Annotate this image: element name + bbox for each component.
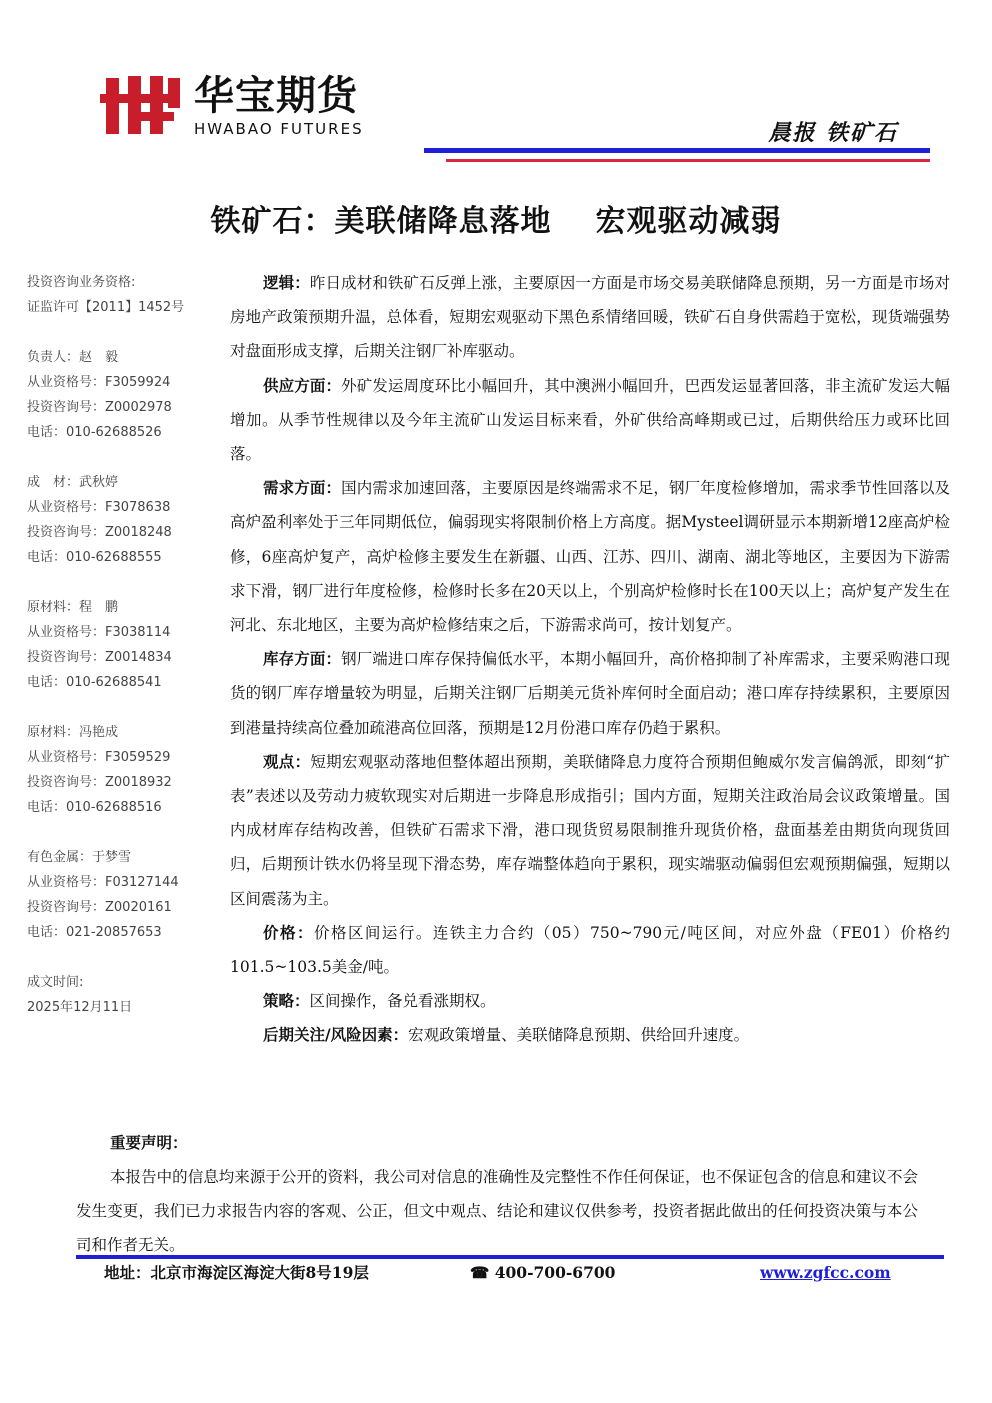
logo-chinese-name: 华宝期货 (194, 73, 358, 119)
title-part-2: 美联储降息落地 (334, 204, 552, 239)
paragraph-text: 国内需求加速回落，主要原因是终端需求不足，钢厂年度检修增加，需求季节性回落以及高炉盈利率处于三年同期低位，偏弱现实将限制价格上方高度。据Mysteel调研显示本期新增12座高炉检修，6座高炉复产，高炉检修主要发生在新疆、山西、江苏、四川、湖南、湖北等地区，主要因为下游需求下滑，钢厂进行年度检修，检修时长多在20天以上，个别高炉检修时长在100天以上；高炉复产发生在河北、东北地区，主要为高炉检修结束之后，下游需求尚可，按计划复产。 (230, 479, 950, 635)
paragraph-logic (230, 266, 950, 369)
qualification-value: 证监许可【2011】1452号 (27, 300, 185, 315)
analyst-phone: 电话：010-62688541 (27, 675, 162, 690)
paragraph-label: 价格： (263, 922, 314, 942)
qualification-label: 投资咨询业务资格: (27, 275, 136, 290)
analyst-block (27, 720, 217, 820)
report-type-tag: 晨报 铁矿石 (768, 120, 898, 146)
analyst-cert: 从业资格号：F3078638 (27, 500, 171, 515)
footer-phone (470, 1260, 615, 1286)
paragraph-text: 价格区间运行。连铁主力合约（05）750~790元/吨区间，对应外盘（FE01）价格约101.5~103.5美金/吨。 (230, 923, 950, 977)
page-footer (104, 1260, 904, 1286)
company-logo (100, 72, 400, 142)
paragraph-text: 短期宏观驱动落地但整体超出预期，美联储降息力度符合预期但鲍威尔发言偏鸽派，即刻“扩表”表述以及劳动力疲软现实对后期进一步降息形成指引；国内方面，短期关注政治局会议政策增量。国内成材库存结构改善，但铁矿石需求下滑，港口现货贸易限制推升现货价格，盘面基差由期货向现货回归，后期预计铁水仍将呈现下滑态势，库存端整体趋向于累积，现实端驱动偏弱但宏观预期偏强，短期以区间震荡为主。 (230, 752, 950, 908)
report-body (230, 266, 950, 1053)
paragraph-strategy (230, 984, 950, 1018)
header-red-rule (446, 159, 930, 162)
analyst-phone: 电话：010-62688516 (27, 800, 162, 815)
paragraph-inventory (230, 642, 950, 745)
paragraph-text: 外矿发运周度环比小幅回升，其中澳洲小幅回升，巴西发运显著回落，非主流矿发运大幅增加。从季节性规律以及今年主流矿山发运目标来看，外矿供给高峰期或已过，后期供给压力或环比回落。 (230, 376, 950, 464)
footer-phone-number: 400-700-6700 (494, 1263, 616, 1282)
disclaimer-heading: 重要声明： (110, 1133, 188, 1152)
paragraph-text: 钢厂端进口库存保持偏低水平，本期小幅回升，高价格抑制了补库需求，主要采购港口现货的钢厂库存增量较为明显，后期关注钢厂后期美元货补库何时全面启动；港口库存持续累积，主要原因到港量持续高位叠加疏港高位回落，预期是12月份港口库存仍趋于累积。 (230, 650, 950, 737)
analyst-role: 原材料：程 鹏 (27, 600, 119, 615)
paragraph-view (230, 745, 950, 916)
analyst-block (27, 470, 217, 570)
analyst-sidebar (27, 270, 217, 1020)
paragraph-label: 库存方面： (263, 649, 342, 669)
paragraph-risk (230, 1018, 950, 1052)
header-blue-rule (424, 148, 930, 153)
hwabao-logo-mark-icon (100, 72, 186, 138)
analyst-advisory: 投资咨询号：Z0018932 (27, 775, 172, 790)
paragraph-label: 后期关注/风险因素： (263, 1025, 409, 1045)
analyst-phone: 电话：021-20857653 (27, 925, 162, 940)
analyst-cert: 从业资格号：F3059924 (27, 375, 171, 390)
analyst-advisory: 投资咨询号：Z0020161 (27, 900, 172, 915)
analyst-cert: 从业资格号：F3059529 (27, 750, 171, 765)
analyst-advisory: 投资咨询号：Z0002978 (27, 400, 172, 415)
footer-address: 地址：北京市海淀区海淀大街8号19层 (104, 1263, 369, 1282)
date-label: 成文时间: (27, 975, 84, 990)
title-part-1: 铁矿石： (210, 204, 335, 239)
paragraph-text: 区间操作，备兑看涨期权。 (309, 992, 496, 1011)
title-part-3: 宏观驱动减弱 (595, 204, 782, 239)
paragraph-label: 策略： (263, 991, 310, 1011)
analyst-advisory: 投资咨询号：Z0018248 (27, 525, 172, 540)
paragraph-label: 需求方面： (263, 478, 342, 498)
paragraph-label: 供应方面： (263, 375, 342, 395)
paragraph-supply (230, 369, 950, 472)
date-value: 2025年12月11日 (27, 1000, 133, 1015)
analyst-block (27, 595, 217, 695)
disclaimer-text: 本报告中的信息均来源于公开的资料，我公司对信息的准确性及完整性不作任何保证，也不保证包含的信息和建议不会发生变更，我们已力求报告内容的客观、公正，但文中观点、结论和建议仅供参考，投资者据此做出的任何投资决策与本公司和作者无关。 (76, 1168, 918, 1254)
analyst-role: 负责人：赵 毅 (27, 350, 119, 365)
analyst-role: 成 材：武秋婷 (27, 475, 119, 490)
analyst-cert: 从业资格号：F03127144 (27, 875, 179, 890)
analyst-block (27, 845, 217, 945)
phone-icon: ☎ (470, 1263, 490, 1282)
paragraph-text: 宏观政策增量、美联储降息预期、供给回升速度。 (408, 1026, 750, 1045)
analyst-cert: 从业资格号：F3038114 (27, 625, 171, 640)
analyst-phone: 电话：010-62688555 (27, 550, 162, 565)
paragraph-price (230, 916, 950, 984)
analyst-role: 有色金属：于梦雪 (27, 850, 132, 865)
paragraph-label: 逻辑： (263, 273, 310, 292)
disclaimer (76, 1126, 918, 1262)
footer-blue-rule (76, 1255, 944, 1259)
logo-english-name: HWABAO FUTURES (194, 120, 364, 138)
analyst-block (27, 345, 217, 445)
paragraph-demand (230, 471, 950, 642)
paragraph-label: 观点： (263, 751, 311, 771)
analyst-role: 原材料：冯艳成 (27, 725, 119, 740)
analyst-phone: 电话：010-62688526 (27, 425, 162, 440)
page-title (0, 196, 992, 240)
analyst-advisory: 投资咨询号：Z0014834 (27, 650, 172, 665)
footer-website-link[interactable]: www.zgfcc.com (760, 1263, 891, 1282)
paragraph-text: 昨日成材和铁矿石反弹上涨，主要原因一方面是市场交易美联储降息预期，另一方面是市场对房地产政策预期升温，总体看，短期宏观驱动下黑色系情绪回暖，铁矿石自身供需趋于宽松，现货端强势对盘面形成支撑，后期关注钢厂补库驱动。 (230, 274, 950, 361)
